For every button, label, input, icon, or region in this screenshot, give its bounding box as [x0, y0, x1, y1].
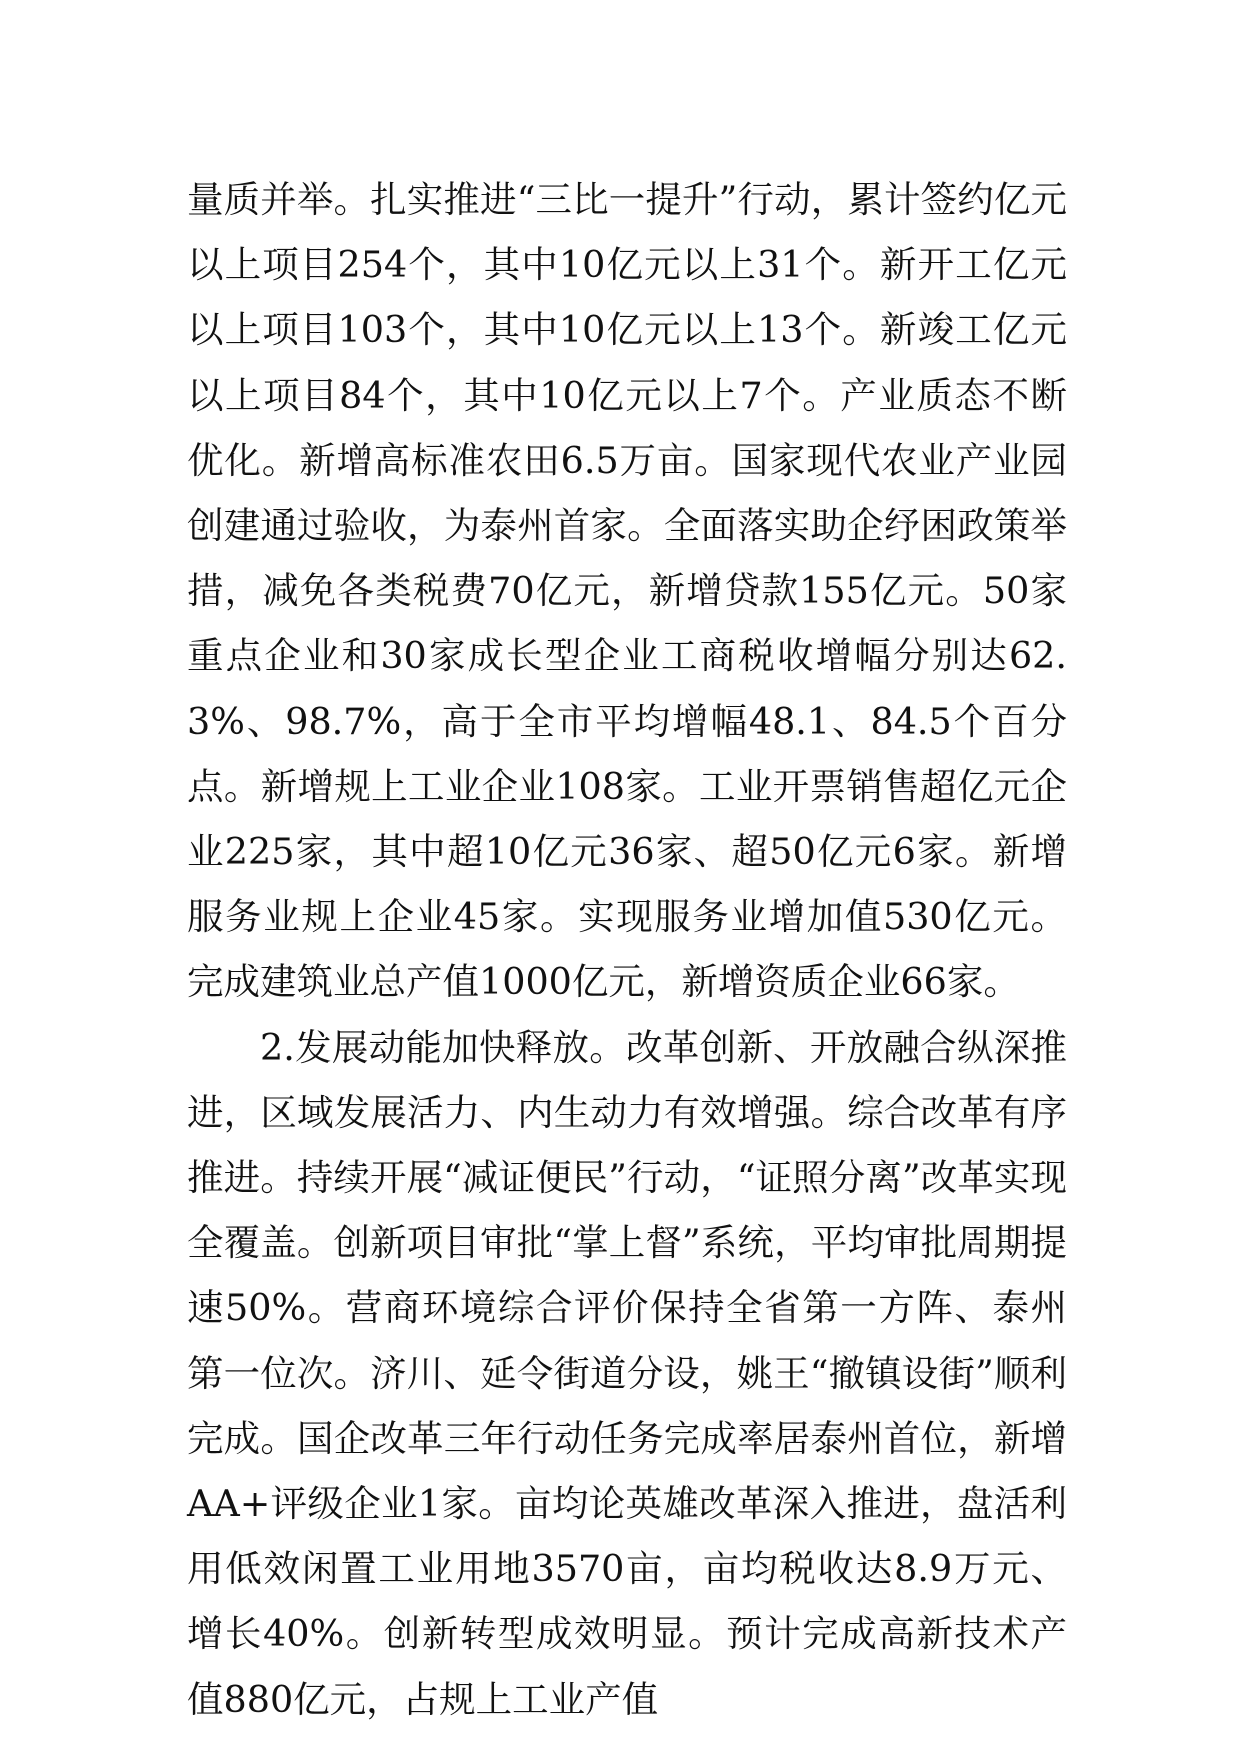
body-text — [187, 167, 1067, 1732]
paragraph-continuation: 量质并举。扎实推进“三比一提升”行动，累计签约亿元以上项目254个，其中10亿元以上31个。新开工亿元以上项目103个，其中10亿元以上13个。新竣工亿元以上项目84个，其中10亿元以上7个。产业质态不断优化。新增高标准农田6.5万亩。国家现代农业产业园创建通过验收，为泰州首家。全面落实助企纾困政策举措，减免各类税费70亿元，新增贷款155亿元。50家重点企业和30家成长型企业工商税收增幅分别达62.3%、98.7%，高于全市平均增幅48.1、84.5个百分点。新增规上工业企业108家。工业开票销售超亿元企业225家，其中超10亿元36家、超50亿元6家。新增服务业规上企业45家。实现服务业增加值530亿元。完成建筑业总产值1000亿元，新增资质企业66家。 — [187, 178, 1067, 1004]
paragraph-section-2: 2.发展动能加快释放。改革创新、开放融合纵深推进，区域发展活力、内生动力有效增强。综合改革有序推进。持续开展“减证便民”行动，“证照分离”改革实现全覆盖。创新项目审批“掌上督”系统，平均审批周期提速50%。营商环境综合评价保持全省第一方阵、泰州第一位次。济川、延令街道分设，姚王“撤镇设街”顺利完成。国企改革三年行动任务完成率居泰州首位，新增AA+评级企业1家。亩均论英雄改革深入推进，盘活利用低效闲置工业用地3570亩，亩均税收达8.9万元、增长40%。创新转型成效明显。预计完成高新技术产值880亿元，占规上工业产值 — [187, 1025, 1067, 1721]
